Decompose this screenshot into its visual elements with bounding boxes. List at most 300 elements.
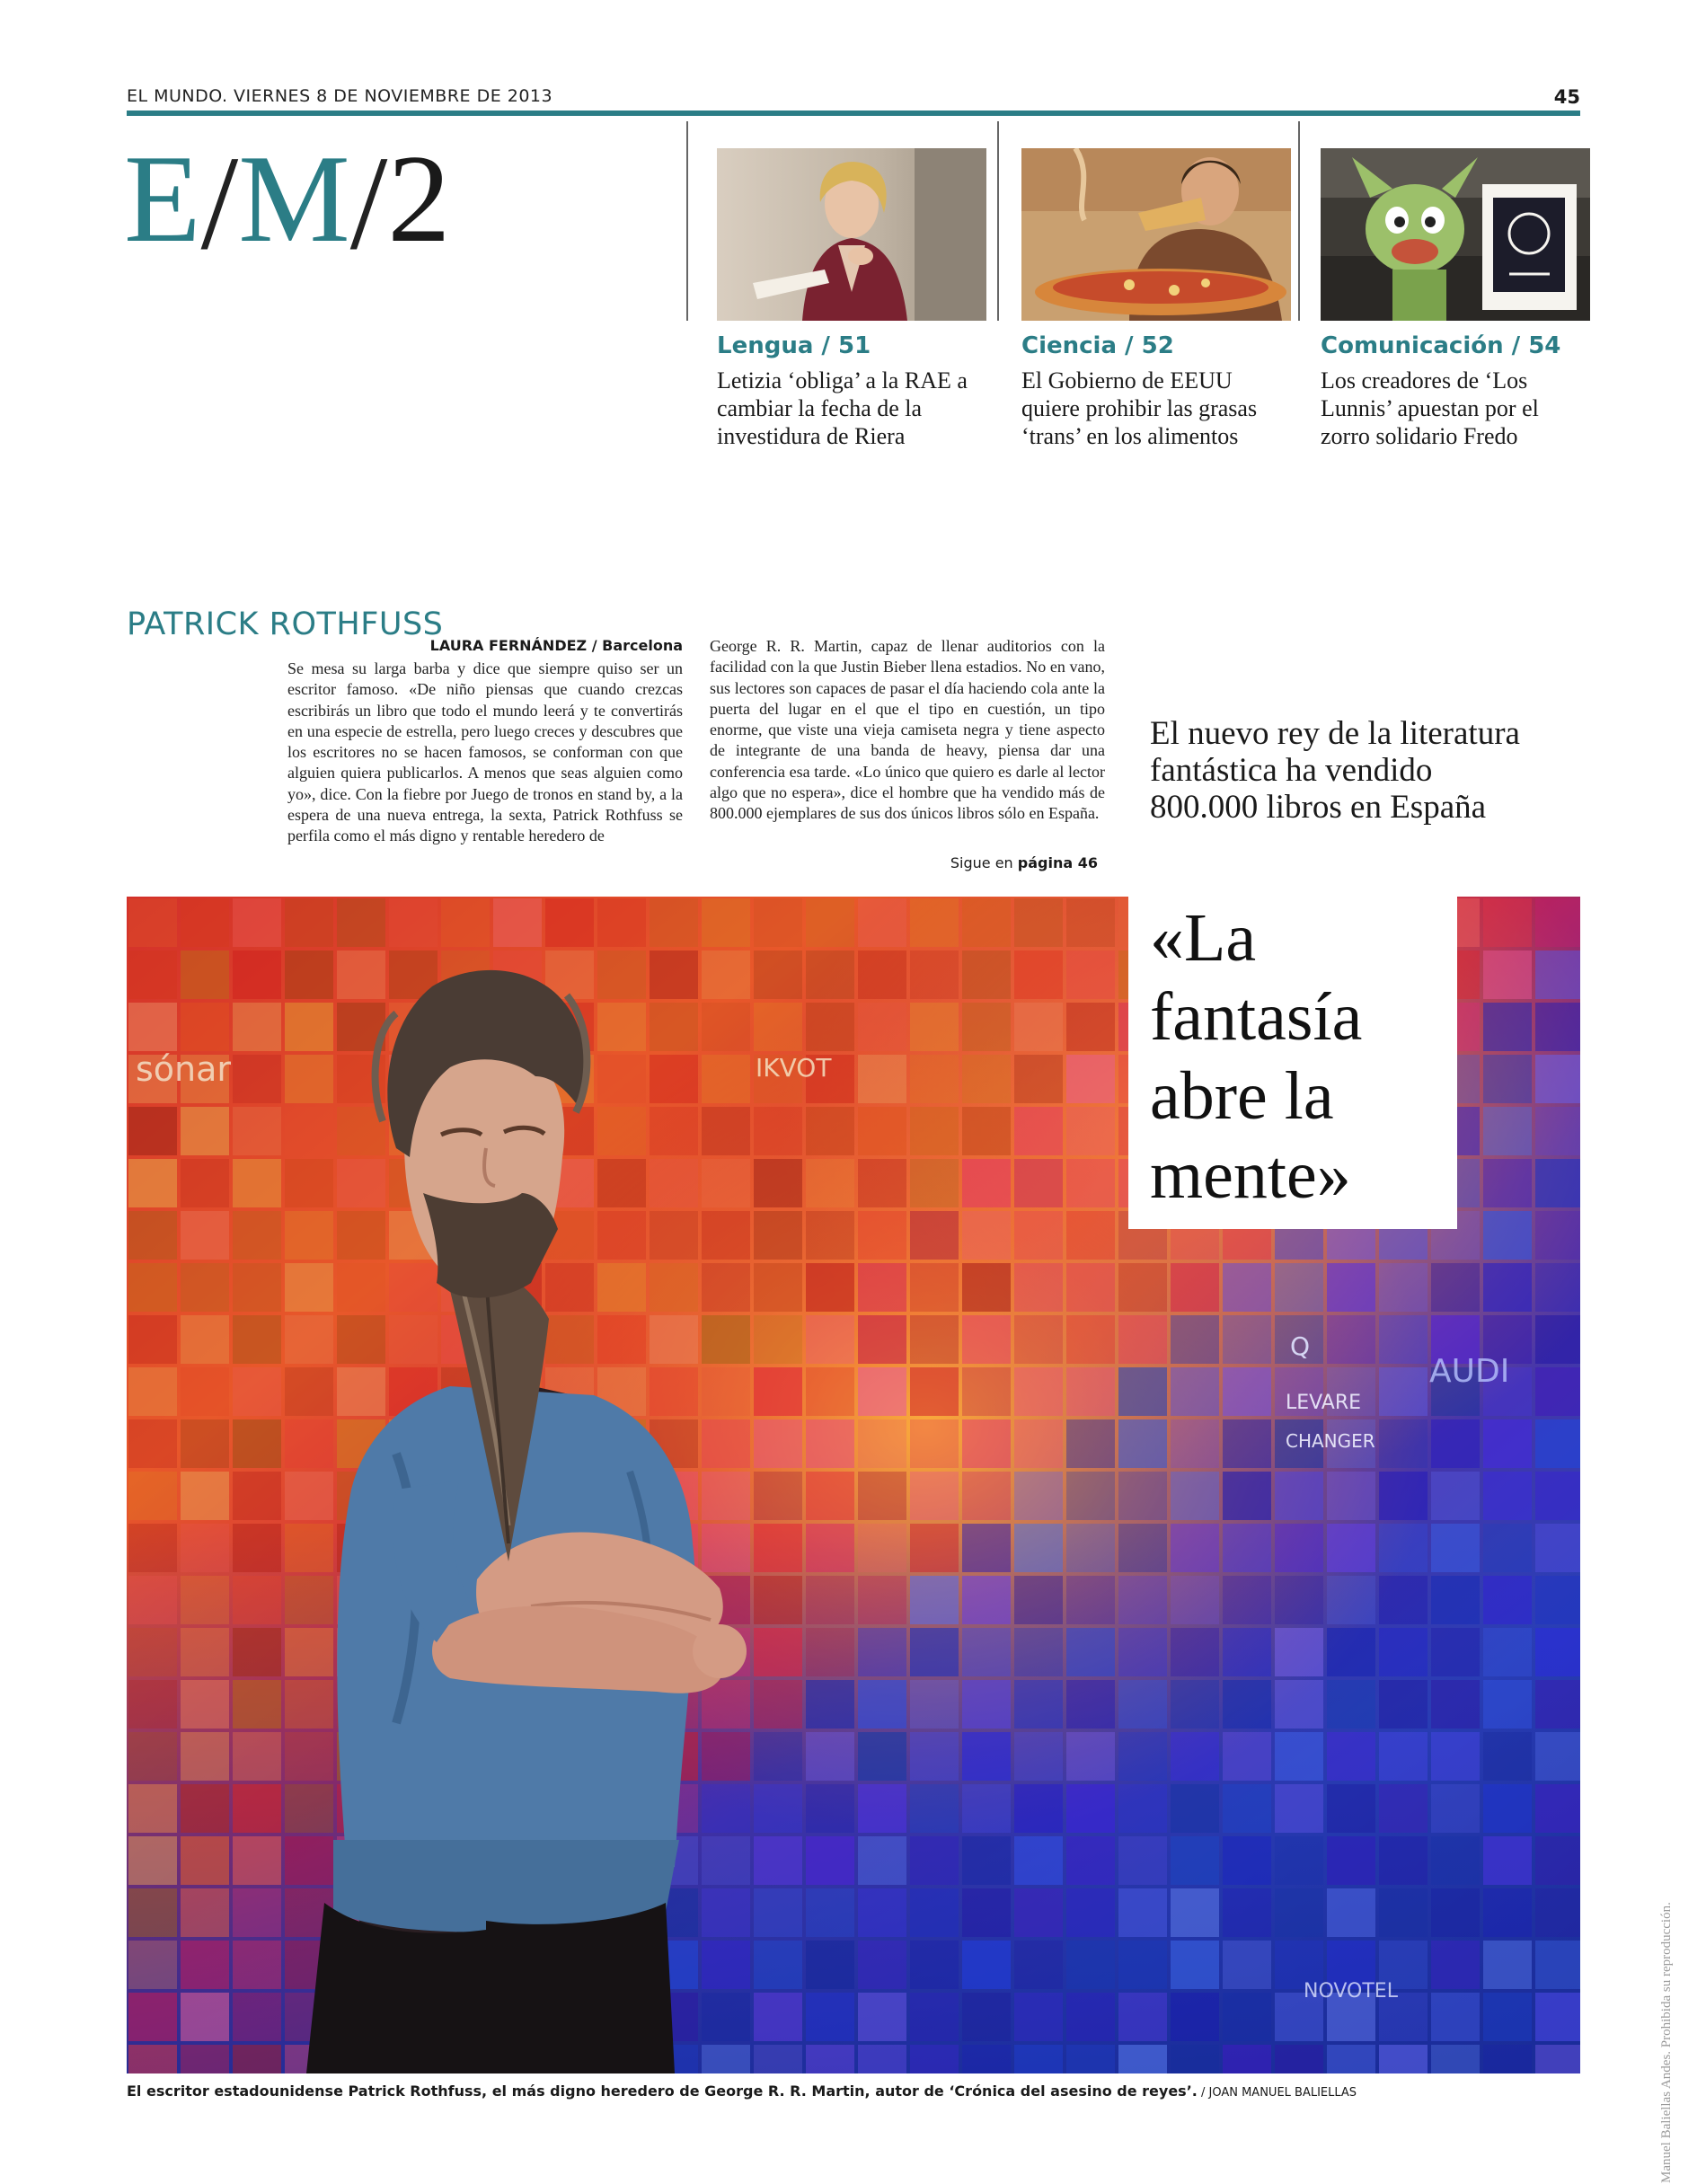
mosaic-tile <box>702 1732 750 1781</box>
mosaic-tile <box>1014 1159 1063 1207</box>
mosaic-tile <box>1431 1784 1480 1833</box>
mosaic-tile <box>702 1211 750 1260</box>
mosaic-tile <box>1014 951 1063 999</box>
mosaic-tile <box>1535 1107 1580 1155</box>
mosaic-tile <box>650 1107 698 1155</box>
mosaic-tile <box>858 1367 906 1416</box>
mosaic-tile <box>650 1367 698 1416</box>
mosaic-tile <box>1431 1836 1480 1885</box>
mosaic-tile <box>337 1159 385 1207</box>
mosaic-tile <box>1066 1993 1115 2041</box>
mosaic-tile <box>233 1367 281 1416</box>
mosaic-tile <box>285 1680 333 1729</box>
mosaic-tile <box>1118 1263 1167 1312</box>
mosaic-tile <box>1171 1680 1219 1729</box>
mosaic-tile <box>1223 1628 1271 1676</box>
mosaic-tile <box>702 2045 750 2073</box>
mosaic-tile <box>806 1107 854 1155</box>
mosaic-tile <box>128 1419 177 1468</box>
logo-part-2: 2 <box>387 129 451 269</box>
mosaic-tile <box>1483 1836 1532 1885</box>
mosaic-tile <box>1483 1576 1532 1624</box>
mosaic-tile <box>1275 1576 1323 1624</box>
mosaic-tile <box>806 1159 854 1207</box>
mosaic-tile <box>858 1263 906 1312</box>
mosaic-tile <box>1431 1888 1480 1937</box>
mosaic-tile <box>1066 1836 1115 1885</box>
mosaic-tile <box>1379 1836 1428 1885</box>
mosaic-tile <box>1014 1003 1063 1051</box>
mosaic-tile <box>181 1107 229 1155</box>
mosaic-tile <box>858 1680 906 1729</box>
mosaic-tile <box>337 1263 385 1312</box>
mosaic-tile <box>285 1472 333 1520</box>
mosaic-tile <box>650 1315 698 1364</box>
teaser-kicker[interactable]: Comunicación / 54 <box>1321 332 1561 359</box>
mosaic-tile <box>650 898 698 947</box>
mosaic-tile <box>754 1784 802 1833</box>
mosaic-tile <box>1118 1419 1167 1468</box>
teaser-ciencia[interactable] <box>1021 148 1291 450</box>
mosaic-tile <box>1066 1941 1115 1989</box>
mosaic-tile <box>910 1159 959 1207</box>
wall-text: NOVOTEL <box>1304 1980 1398 2003</box>
mosaic-tile <box>1327 1576 1375 1624</box>
mosaic-tile <box>1275 1524 1323 1572</box>
mosaic-tile <box>754 1524 802 1572</box>
teaser-headline[interactable]: El Gobierno de EEUU quiere prohibir las grasas ‘trans’ en los alimentos <box>1021 367 1258 449</box>
mosaic-tile <box>181 1159 229 1207</box>
mosaic-tile <box>597 898 646 947</box>
teaser-divider <box>997 121 999 321</box>
mosaic-tile <box>962 1315 1011 1364</box>
logo-slash: / <box>349 128 388 278</box>
mosaic-tile <box>910 1263 959 1312</box>
mosaic-tile <box>233 1732 281 1781</box>
mosaic-tile <box>128 1576 177 1624</box>
mosaic-tile <box>285 951 333 999</box>
mosaic-tile <box>337 1367 385 1416</box>
mosaic-tile <box>1014 1211 1063 1260</box>
mosaic-tile <box>128 1628 177 1676</box>
mosaic-tile <box>128 1211 177 1260</box>
mosaic-tile <box>702 1003 750 1051</box>
mosaic-tile <box>1171 1524 1219 1572</box>
mosaic-tile <box>650 951 698 999</box>
mosaic-tile <box>1066 1732 1115 1781</box>
teaser-lengua[interactable] <box>717 148 986 450</box>
mosaic-tile <box>1483 1680 1532 1729</box>
teaser-comunicacion[interactable] <box>1321 148 1590 450</box>
mosaic-tile <box>181 1524 229 1572</box>
mosaic-tile <box>128 1159 177 1207</box>
mosaic-tile <box>1535 1836 1580 1885</box>
mosaic-tile <box>597 1159 646 1207</box>
mosaic-tile <box>910 1628 959 1676</box>
mosaic-tile <box>1014 1680 1063 1729</box>
mosaic-tile <box>1327 1680 1375 1729</box>
mosaic-tile <box>910 2045 959 2073</box>
wall-text: AUDI <box>1429 1353 1510 1390</box>
mosaic-tile <box>1171 1628 1219 1676</box>
mosaic-tile <box>1066 1576 1115 1624</box>
mosaic-tile <box>181 1628 229 1676</box>
mosaic-tile <box>233 1472 281 1520</box>
mosaic-tile <box>233 1107 281 1155</box>
mosaic-tile <box>545 1263 594 1312</box>
mosaic-tile <box>754 1836 802 1885</box>
mosaic-tile <box>1171 1993 1219 2041</box>
header-rule <box>127 111 1580 116</box>
mosaic-tile <box>754 2045 802 2073</box>
mosaic-tile <box>702 1836 750 1885</box>
mosaic-tile <box>962 1576 1011 1624</box>
mosaic-tile <box>858 1159 906 1207</box>
article-column-2: George R. R. Martin, capaz de llenar auditorios con la facilidad con la que Justin Bieber llena estadios. No en vano, sus lectores son capaces de pasar el día haciendo cola ante la puerta del lugar en el que el tipo en cuestión, un tipo enorme, que viste una vieja camiseta negra y tiene aspecto de integrante de una banda de heavy, piensa dar una conferencia esa tarde. «Lo único que quiero es darle al lector algo que no espera», dice el hombre que ha vendido más de 800.000 ejemplares de sus dos únicos libros sólo en España. <box>710 637 1105 823</box>
mosaic-tile <box>1066 1159 1115 1207</box>
mosaic-tile <box>858 1576 906 1624</box>
mosaic-tile <box>181 1784 229 1833</box>
mosaic-tile <box>1379 1367 1428 1416</box>
mosaic-tile <box>1483 1784 1532 1833</box>
mosaic-tile <box>128 1993 177 2041</box>
mosaic-tile <box>754 1367 802 1416</box>
mosaic-tile <box>233 1159 281 1207</box>
mosaic-tile <box>285 1211 333 1260</box>
mosaic-tile <box>128 1472 177 1520</box>
mosaic-tile <box>1014 1263 1063 1312</box>
mosaic-tile <box>1535 1732 1580 1781</box>
mosaic-tile <box>1483 1055 1532 1103</box>
mosaic-tile <box>1118 1732 1167 1781</box>
mosaic-tile <box>910 1993 959 2041</box>
mosaic-tile <box>910 1888 959 1937</box>
mosaic-tile <box>1014 1888 1063 1937</box>
section-logo <box>124 128 451 278</box>
dateline: EL MUNDO. VIERNES 8 DE NOVIEMBRE DE 2013 <box>127 86 553 106</box>
mosaic-tile <box>1535 1941 1580 1989</box>
mosaic-tile <box>1431 1472 1480 1520</box>
mosaic-tile <box>1118 1680 1167 1729</box>
mosaic-tile <box>1431 1419 1480 1468</box>
mosaic-tile <box>1535 1993 1580 2041</box>
mosaic-tile <box>128 2045 177 2073</box>
continue-note[interactable] <box>710 854 1098 871</box>
wall-text: Q <box>1290 1331 1311 1361</box>
teaser-photo-woman[interactable] <box>717 148 986 321</box>
mosaic-tile <box>1171 1784 1219 1833</box>
mosaic-tile <box>285 1784 333 1833</box>
mosaic-tile <box>858 1107 906 1155</box>
mosaic-tile <box>1327 1263 1375 1312</box>
mosaic-tile <box>754 1107 802 1155</box>
mosaic-tile <box>285 1159 333 1207</box>
mosaic-tile <box>1066 1055 1115 1103</box>
mosaic-tile <box>1014 898 1063 947</box>
mosaic-tile <box>1483 1628 1532 1676</box>
mosaic-tile <box>1379 2045 1428 2073</box>
mosaic-tile <box>597 1315 646 1364</box>
mosaic-tile <box>1275 1680 1323 1729</box>
mosaic-tile <box>962 1159 1011 1207</box>
mosaic-tile <box>1014 1107 1063 1155</box>
mosaic-tile <box>806 951 854 999</box>
teaser-headline[interactable]: Los creadores de ‘Los Lunnis’ apuestan por el zorro solidario Fredo <box>1321 367 1539 449</box>
mosaic-tile <box>233 1315 281 1364</box>
mosaic-tile <box>1014 1419 1063 1468</box>
mosaic-tile <box>806 1628 854 1676</box>
mosaic-tile <box>1118 1576 1167 1624</box>
mosaic-tile <box>1431 1680 1480 1729</box>
wall-text: CHANGER <box>1286 1430 1375 1452</box>
mosaic-tile <box>285 1732 333 1781</box>
mosaic-tile <box>128 1836 177 1885</box>
mosaic-tile <box>754 1419 802 1468</box>
mosaic-tile <box>1014 1836 1063 1885</box>
mosaic-tile <box>754 1993 802 2041</box>
mosaic-tile <box>233 1941 281 1989</box>
mosaic-tile <box>1118 1628 1167 1676</box>
mosaic-tile <box>702 898 750 947</box>
mosaic-tile <box>962 1472 1011 1520</box>
mosaic-tile <box>1483 1003 1532 1051</box>
mosaic-tile <box>1379 1524 1428 1572</box>
mosaic-tile <box>806 1472 854 1520</box>
mosaic-tile <box>1327 1836 1375 1885</box>
mosaic-tile <box>806 898 854 947</box>
mosaic-tile <box>910 1211 959 1260</box>
mosaic-tile <box>962 1732 1011 1781</box>
mosaic-tile <box>702 1055 750 1103</box>
mosaic-tile <box>1535 2045 1580 2073</box>
mosaic-tile <box>754 1211 802 1260</box>
mosaic-tile <box>1379 1263 1428 1312</box>
mosaic-tile <box>1014 1784 1063 1833</box>
mosaic-tile <box>1118 1836 1167 1885</box>
mosaic-tile <box>806 1941 854 1989</box>
mosaic-tile <box>754 1941 802 1989</box>
mosaic-tile <box>858 1055 906 1103</box>
mosaic-tile <box>1483 1107 1532 1155</box>
mosaic-tile <box>285 1628 333 1676</box>
mosaic-tile <box>806 1680 854 1729</box>
mosaic-tile <box>1483 1888 1532 1937</box>
mosaic-tile <box>1066 1680 1115 1729</box>
mosaic-tile <box>754 1680 802 1729</box>
mosaic-tile <box>962 1419 1011 1468</box>
mosaic-tile <box>233 1055 281 1103</box>
mosaic-tile <box>1483 898 1532 947</box>
mosaic-tile <box>128 1315 177 1364</box>
mosaic-tile <box>1066 1472 1115 1520</box>
mosaic-tile <box>181 1576 229 1624</box>
mosaic-tile <box>1171 1732 1219 1781</box>
mosaic-tile <box>858 1628 906 1676</box>
mosaic-tile <box>128 1524 177 1572</box>
mosaic-tile <box>181 1211 229 1260</box>
mosaic-tile <box>1223 1732 1271 1781</box>
mosaic-tile <box>1275 1836 1323 1885</box>
mosaic-tile <box>233 1836 281 1885</box>
mosaic-tile <box>1379 1888 1428 1937</box>
teaser-kicker[interactable]: Ciencia / 52 <box>1021 332 1174 359</box>
mosaic-tile <box>1327 1524 1375 1572</box>
mosaic-tile <box>285 898 333 947</box>
mosaic-tile <box>233 2045 281 2073</box>
mosaic-tile <box>1535 898 1580 947</box>
mosaic-tile <box>962 1628 1011 1676</box>
mosaic-tile <box>962 1680 1011 1729</box>
mosaic-tile <box>1014 1628 1063 1676</box>
mosaic-tile <box>702 1107 750 1155</box>
mosaic-tile <box>806 1576 854 1624</box>
mosaic-tile <box>1535 1055 1580 1103</box>
mosaic-tile <box>1535 1315 1580 1364</box>
mosaic-tile <box>1171 1419 1219 1468</box>
mosaic-tile <box>1223 1419 1271 1468</box>
mosaic-tile <box>1379 1680 1428 1729</box>
mosaic-tile <box>1223 1941 1271 1989</box>
mosaic-tile <box>858 2045 906 2073</box>
mosaic-tile <box>806 1732 854 1781</box>
mosaic-tile <box>233 1888 281 1937</box>
mosaic-tile <box>1014 1472 1063 1520</box>
mosaic-tile <box>181 1367 229 1416</box>
mosaic-tile <box>702 1941 750 1989</box>
mosaic-tile <box>233 1993 281 2041</box>
mosaic-tile <box>1275 2045 1323 2073</box>
mosaic-tile <box>1118 1524 1167 1572</box>
mosaic-tile <box>910 1472 959 1520</box>
mosaic-tile <box>754 1315 802 1364</box>
mosaic-tile <box>181 1732 229 1781</box>
mosaic-tile <box>1431 1524 1480 1572</box>
mosaic-tile <box>389 898 438 947</box>
mosaic-tile <box>1014 1315 1063 1364</box>
mosaic-tile <box>910 1419 959 1468</box>
teaser-kicker[interactable]: Lengua / 51 <box>717 332 871 359</box>
mosaic-tile <box>858 1003 906 1051</box>
mosaic-tile <box>754 1472 802 1520</box>
mosaic-tile <box>754 898 802 947</box>
mosaic-tile <box>181 1888 229 1937</box>
mosaic-tile <box>1223 1576 1271 1624</box>
mosaic-tile <box>545 1315 594 1364</box>
continue-page-link[interactable]: página 46 <box>1017 854 1098 871</box>
mosaic-tile <box>702 1315 750 1364</box>
article-subhead: El nuevo rey de la literatura fantástica ha vendido 800.000 libros en España <box>1150 715 1520 826</box>
mosaic-tile <box>1535 1419 1580 1468</box>
photo-credit: / JOAN MANUEL BALIELLAS <box>1197 2086 1357 2100</box>
mosaic-tile <box>1535 1159 1580 1207</box>
wall-text: sónar <box>136 1049 232 1089</box>
mosaic-tile <box>233 1419 281 1468</box>
mosaic-tile <box>910 1055 959 1103</box>
mosaic-tile <box>389 1263 438 1312</box>
mosaic-tile <box>233 898 281 947</box>
mosaic-tile <box>962 1055 1011 1103</box>
mosaic-tile <box>1066 1211 1115 1260</box>
mosaic-tile <box>1066 1367 1115 1416</box>
mosaic-tile <box>1171 1941 1219 1989</box>
mosaic-tile <box>1483 1732 1532 1781</box>
mosaic-tile <box>1535 951 1580 999</box>
mosaic-tile <box>702 1367 750 1416</box>
mosaic-tile <box>233 1784 281 1833</box>
mosaic-tile <box>1118 1367 1167 1416</box>
mosaic-tile <box>1379 1472 1428 1520</box>
mosaic-tile <box>806 1993 854 2041</box>
mosaic-tile <box>962 1941 1011 1989</box>
mosaic-tile <box>702 1524 750 1572</box>
mosaic-tile <box>1379 1419 1428 1468</box>
mosaic-tile <box>285 1263 333 1312</box>
mosaic-tile <box>754 1888 802 1937</box>
mosaic-tile <box>1223 1784 1271 1833</box>
mosaic-tile <box>128 1367 177 1416</box>
mosaic-tile <box>962 1263 1011 1312</box>
mosaic-tile <box>1535 1524 1580 1572</box>
mosaic-tile <box>1014 1993 1063 2041</box>
mosaic-tile <box>858 1524 906 1572</box>
mosaic-tile <box>754 1263 802 1312</box>
mosaic-tile <box>1118 2045 1167 2073</box>
mosaic-tile <box>1275 1472 1323 1520</box>
mosaic-tile <box>754 1732 802 1781</box>
mosaic-tile <box>1223 1263 1271 1312</box>
mosaic-tile <box>285 1055 333 1103</box>
mosaic-tile <box>1171 1315 1219 1364</box>
article-topic: PATRICK ROTHFUSS <box>127 606 444 642</box>
mosaic-tile <box>1171 1367 1219 1416</box>
mosaic-tile <box>285 1836 333 1885</box>
mosaic-tile <box>1483 951 1532 999</box>
mosaic-tile <box>806 1367 854 1416</box>
mosaic-tile <box>910 951 959 999</box>
mosaic-tile <box>1275 1784 1323 1833</box>
mosaic-tile <box>1118 1315 1167 1364</box>
mosaic-tile <box>1535 1211 1580 1260</box>
mosaic-tile <box>181 1263 229 1312</box>
mosaic-tile <box>233 1680 281 1729</box>
teaser-headline[interactable]: Letizia ‘obliga’ a la RAE a cambiar la fecha de la investidura de Riera <box>717 367 968 449</box>
mosaic-tile <box>1014 1055 1063 1103</box>
mosaic-tile <box>702 951 750 999</box>
mosaic-tile <box>1483 1211 1532 1260</box>
mosaic-tile <box>1223 1524 1271 1572</box>
mosaic-tile <box>128 1680 177 1729</box>
side-credit <box>1659 1842 1677 2183</box>
mosaic-tile <box>233 1628 281 1676</box>
mosaic-tile <box>1483 1993 1532 2041</box>
pull-quote: «La fantasía abre la mente» <box>1150 900 1363 1213</box>
mosaic-tile <box>128 1941 177 1989</box>
mosaic-tile <box>962 1367 1011 1416</box>
mosaic-tile <box>233 1576 281 1624</box>
mosaic-tile <box>181 1003 229 1051</box>
teaser-photo-pizza[interactable] <box>1021 148 1291 321</box>
mosaic-tile <box>181 1836 229 1885</box>
mosaic-tile <box>858 1888 906 1937</box>
mosaic-tile <box>1223 1367 1271 1416</box>
mosaic-tile <box>337 898 385 947</box>
mosaic-tile <box>1327 2045 1375 2073</box>
mosaic-tile <box>285 1576 333 1624</box>
mosaic-tile <box>1535 1680 1580 1729</box>
mosaic-tile <box>597 1263 646 1312</box>
mosaic-tile <box>1014 1732 1063 1781</box>
teaser-photo-puppet[interactable] <box>1321 148 1590 321</box>
